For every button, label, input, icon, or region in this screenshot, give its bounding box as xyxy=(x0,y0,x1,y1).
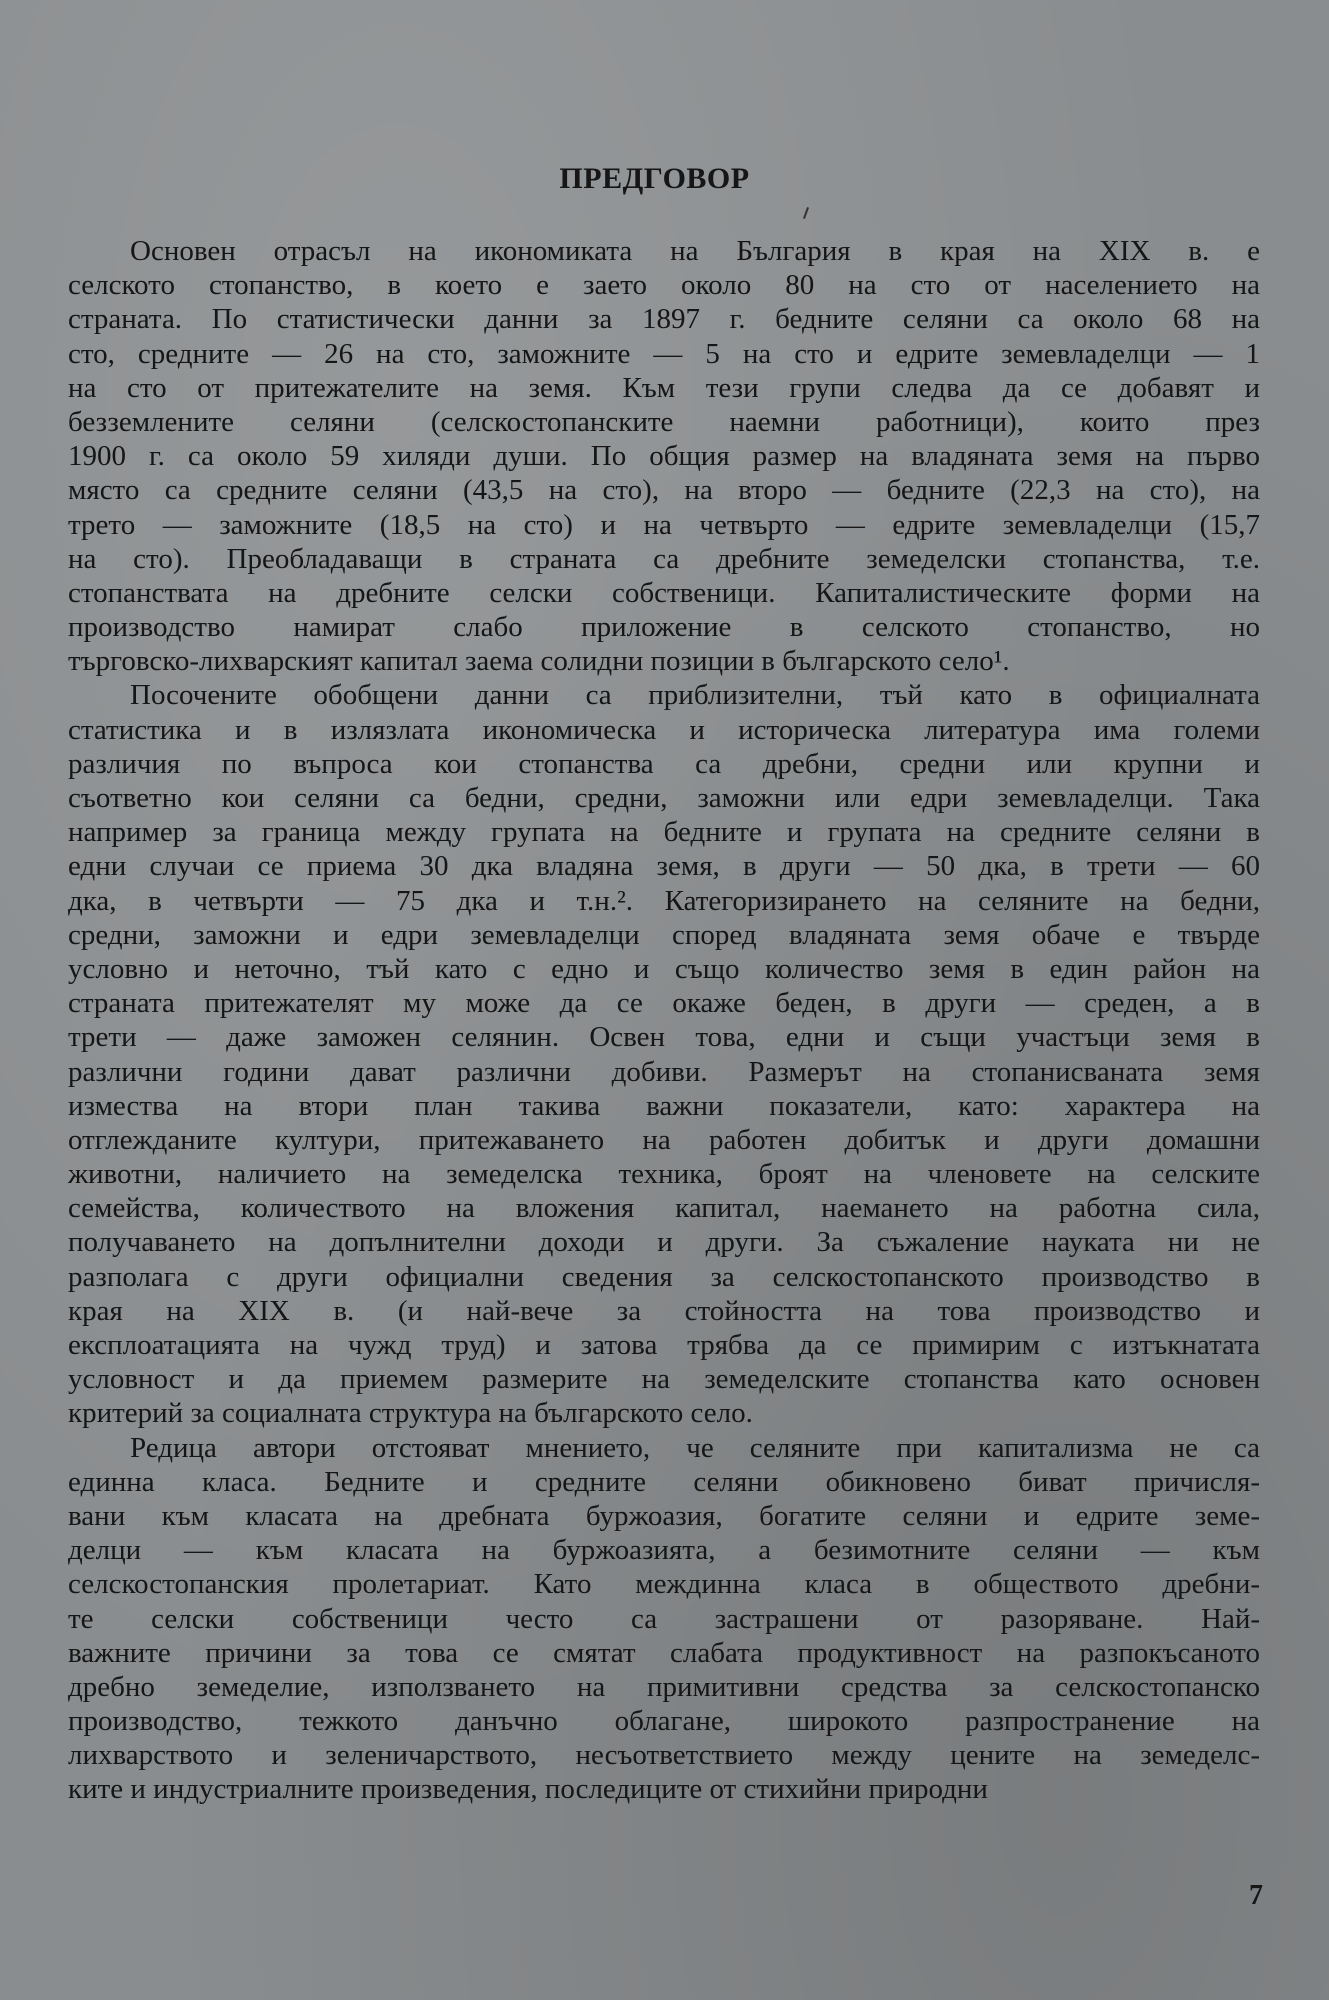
text-line: условност и да приемем размерите на земеделските стопанства като основен xyxy=(68,1363,1260,1396)
text-line: края на XIX в. (и най-вече за стойността на това производство и xyxy=(68,1294,1260,1327)
text-line: на сто от притежателите на земя. Към тези групи следва да се добавят и xyxy=(68,371,1260,404)
text-line: трето — заможните (18,5 на сто) и на четвърто — едрите земевладелци (15,7 xyxy=(68,508,1260,541)
text-line: делци — към класата на буржоазията, а безимотните селяни — към xyxy=(68,1534,1260,1567)
stray-mark xyxy=(803,207,809,219)
page-number: 7 xyxy=(1249,1880,1263,1911)
text-line: различия по въпроса кои стопанства са дребни, средни или крупни и xyxy=(68,747,1260,780)
page-title-text: ПРЕДГОВОР xyxy=(559,162,750,195)
text-line: например за граница между групата на бедните и групата на средните селяни в xyxy=(68,816,1260,849)
text-line: важните причини за това се смятат слабата продуктивност на разпокъсаното xyxy=(68,1636,1260,1669)
text-line: те селски собственици често са застрашени от разоряване. Най- xyxy=(68,1602,1260,1635)
text-line: Редица автори отстояват мнението, че селяните при капитализма не са xyxy=(130,1431,1260,1464)
text-line: разполага с други официални сведения за селскостопанското производство в xyxy=(68,1260,1260,1293)
text-line: трети — даже заможен селянин. Освен това, едни и същи участъци земя в xyxy=(68,1021,1260,1054)
text-line: критерий за социалната структура на българското село. xyxy=(68,1397,753,1430)
paragraph xyxy=(68,234,1260,678)
text-line: получаването на допълнителни доходи и други. За съжаление науката ни не xyxy=(68,1226,1260,1259)
text-line: измества на втори план такива важни показатели, като: характера на xyxy=(68,1089,1260,1122)
text-line: единна класа. Бедните и средните селяни обикновено биват причисля- xyxy=(68,1465,1260,1498)
text-line: статистика и в излязлата икономическа и историческа литература има големи xyxy=(68,713,1260,746)
text-line: вани към класата на дребната буржоазия, богатите селяни и едрите земе- xyxy=(68,1499,1260,1532)
text-line: различни години дават различни добиви. Размерът на стопанисваната земя xyxy=(68,1055,1260,1088)
text-line: едни случаи се приема 30 дка владяна земя, в други — 50 дка, в трети — 60 xyxy=(68,850,1260,883)
text-line: дребно земеделие, използването на примитивни средства за селскостопанско xyxy=(68,1670,1260,1703)
text-line: място са средните селяни (43,5 на сто), на второ — бедните (22,3 на сто), на xyxy=(68,474,1260,507)
text-line: средни, заможни и едри земевладелци според владяната земя обаче е твърде xyxy=(68,918,1260,951)
paragraph xyxy=(68,1431,1260,1807)
text-line: Основен отрасъл на икономиката на България в края на XIX в. е xyxy=(130,235,1260,267)
page-title xyxy=(0,162,1329,196)
text-line: търговско-лихварският капитал заема солидни позиции в българското село¹. xyxy=(68,645,1010,678)
text-line: дка, в четвърти — 75 дка и т.н.². Категоризирането на селяните на бедни, xyxy=(68,884,1260,917)
text-line: страната. По статистически данни за 1897 г. бедните селяни са около 68 на xyxy=(68,303,1260,336)
text-line: на сто). Преобладаващи в страната са дребните земеделски стопанства, т.е. xyxy=(68,542,1260,575)
text-line: сто, средните — 26 на сто, заможните — 5 на сто и едрите земевладелци — 1 xyxy=(68,337,1260,370)
text-line: лихварството и зеленичарството, несъответствието между цените на земеделс- xyxy=(68,1739,1260,1772)
text-line: 1900 г. са около 59 хиляди души. По общия размер на владяната земя на първо xyxy=(68,440,1260,473)
text-line: селскостопанския пролетариат. Като междинна класа в обществото дребни- xyxy=(68,1568,1260,1601)
text-line: производство намират слабо приложение в селското стопанство, но xyxy=(68,611,1260,644)
text-line: съответно кои селяни са бедни, средни, заможни или едри земевладелци. Така xyxy=(68,782,1260,814)
text-line: отглежданите култури, притежаването на работен добитък и други домашни xyxy=(68,1123,1260,1156)
text-line: страната притежателят му може да се окаже беден, в други — среден, а в xyxy=(68,987,1260,1020)
text-line: стопанствата на дребните селски собственици. Капиталистическите форми на xyxy=(68,576,1260,609)
text-line: производство, тежкото данъчно облагане, широкото разпространение на xyxy=(68,1705,1260,1738)
paragraph xyxy=(68,678,1260,1430)
text-line: ките и индустриалните произведения, последиците от стихийни природни xyxy=(68,1773,988,1806)
body-text xyxy=(68,234,1260,1807)
text-line: Посочените обобщени данни са приблизителни, тъй като в официалната xyxy=(130,679,1260,712)
text-line: селското стопанство, в което е заето около 80 на сто от населението на xyxy=(68,269,1260,302)
text-line: експлоатацията на чужд труд) и затова трябва да се примирим с изтъкнатата xyxy=(68,1329,1260,1361)
text-line: безземлените селяни (селскостопанските наемни работници), които през xyxy=(68,405,1260,438)
text-line: семейства, количеството на вложения капитал, наемането на работна сила, xyxy=(68,1192,1260,1225)
text-line: условно и неточно, тъй като с едно и също количество земя в един район на xyxy=(68,952,1260,985)
text-line: животни, наличието на земеделска техника, броят на членовете на селските xyxy=(68,1158,1260,1191)
